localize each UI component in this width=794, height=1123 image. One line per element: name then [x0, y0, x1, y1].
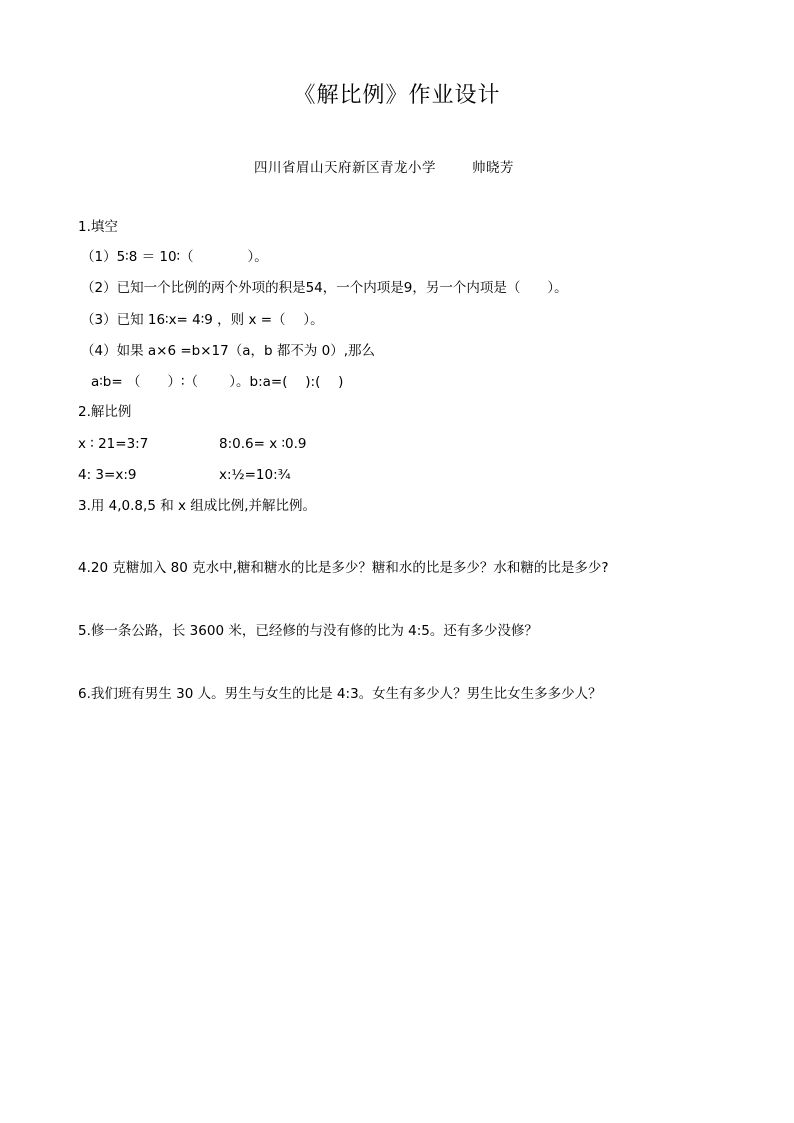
- question-2-problem-d: x:½=10:¾: [219, 467, 291, 483]
- question-1-item-4-continued: a∶b= （ ）∶（ ）。b:a=( ):( ): [91, 374, 344, 390]
- question-1-item-2: （2）已知一个比例的两个外项的积是54，一个内项是9，另一个内项是（ ）。: [81, 280, 568, 296]
- question-6: 6.我们班有男生 30 人。男生与女生的比是 4:3。女生有多少人？男生比女生多多少人？: [78, 686, 602, 702]
- question-1-item-1: （1）5∶8 ＝ 10∶（ ）。: [81, 249, 268, 265]
- school-name: 四川省眉山天府新区青龙小学: [254, 160, 436, 176]
- question-3: 3.用 4,0.8,5 和 x 组成比例,并解比例。: [78, 498, 317, 514]
- question-2-problem-a: x ∶ 21=3:7: [78, 436, 149, 452]
- question-4: 4.20 克糖加入 80 克水中,糖和糖水的比是多少？糖和水的比是多少？水和糖的比是多少?: [78, 560, 609, 576]
- question-2-problem-c: 4: 3=x:9: [78, 467, 137, 483]
- author-line: [254, 156, 514, 176]
- question-5: 5.修一条公路，长 3600 米，已经修的与没有修的比为 4:5。还有多少没修？: [78, 623, 538, 639]
- question-1-item-3: （3）已知 16∶x= 4∶9 ，则 x =（ ）。: [81, 312, 324, 328]
- question-2-problem-b: 8:0.6= x ∶0.9: [219, 436, 307, 452]
- author-name: 帅晓芳: [472, 160, 514, 176]
- question-2-heading: 2.解比例: [78, 404, 132, 420]
- page-title: 《解比例》作业设计: [293, 83, 501, 108]
- question-1-item-4: （4）如果 a×6 =b×17（a，b 都不为 0）,那么: [81, 343, 376, 359]
- question-1-heading: 1.填空: [78, 219, 118, 235]
